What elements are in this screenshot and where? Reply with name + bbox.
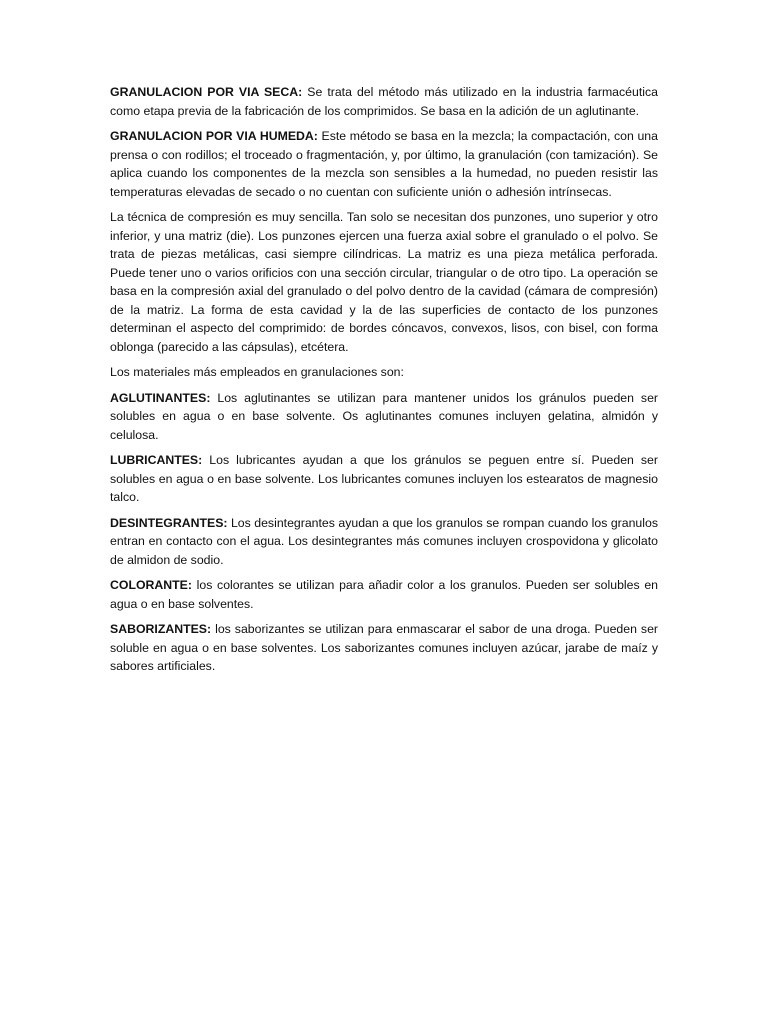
paragraph-aglutinantes [110, 389, 658, 445]
paragraph-text: Los desintegrantes ayudan a que los granulos se rompan cuando los granulos entran en contacto con el agua. Los desintegrantes más comunes incluyen crospovidona y glicolato de almidon de sodio. [110, 515, 658, 567]
term-colorante: COLORANTE: [110, 578, 192, 592]
paragraph-granulacion-seca [110, 83, 658, 120]
paragraph-desintegrantes [110, 514, 658, 570]
paragraph-materiales-intro [110, 363, 658, 382]
paragraph-text: Los aglutinantes se utilizan para mantener unidos los gránulos pueden ser solubles en agua o en base solvente. Os aglutinantes comunes incluyen gelatina, almidón y celulosa. [110, 390, 658, 442]
paragraph-tecnica-compresion [110, 208, 658, 356]
term-granulacion-humeda: GRANULACION POR VIA HUMEDA: [110, 129, 318, 143]
term-desintegrantes: DESINTEGRANTES: [110, 515, 228, 530]
paragraph-text: Se trata del método más utilizado en la industria farmacéutica como etapa previa de la fabricación de los comprimidos. Se basa en la adición de un aglutinante. [110, 85, 658, 118]
paragraph-colorante [110, 576, 658, 613]
term-granulacion-seca: GRANULACION POR VIA SECA: [110, 85, 303, 99]
paragraph-text: Este método se basa en la mezcla; la compactación, con una prensa o con rodillos; el troceado o fragmentación, y, por último, la granulación (con tamización). Se aplica cuando los componentes de la mezcla son sensibles a la humedad, no pueden resistir las temperaturas elevadas de secado o no cuentan con suficiente unión o adhesión intrínsecas. [110, 129, 658, 199]
paragraph-saborizantes [110, 620, 658, 676]
term-lubricantes: LUBRICANTES: [110, 453, 203, 467]
paragraph-lubricantes [110, 451, 658, 507]
paragraph-text: Los lubricantes ayudan a que los gránulos se peguen entre sí. Pueden ser solubles en agua o en base solvente. Los lubricantes comunes incluyen los estearatos de magnesio talco. [110, 453, 658, 504]
paragraph-text: Los materiales más empleados en granulaciones son: [110, 365, 404, 379]
paragraph-text: La técnica de compresión es muy sencilla. Tan solo se necesitan dos punzones, uno superior y otro inferior, y una matriz (die). Los punzones ejercen una fuerza axial sobre el granulado o el polvo. Se trata de piezas metálicas, casi siempre cilíndricas. La matriz es una pieza metálica perforada. Puede tener uno o varios orificios con una sección circular, triangular o de otro tipo. La operación se basa en la compresión axial del granulado o del polvo dentro de la cavidad (cámara de compresión) de la matriz. La forma de esta cavidad y la de las superficies de contacto de los punzones determinan el aspecto del comprimido: de bordes cóncavos, convexos, lisos, con bisel, con forma oblonga (parecido a las cápsulas), etcétera. [110, 210, 658, 354]
paragraph-granulacion-humeda [110, 127, 658, 201]
term-saborizantes: SABORIZANTES: [110, 622, 212, 636]
paragraph-text: los saborizantes se utilizan para enmascarar el sabor de una droga. Pueden ser soluble en agua o en base solventes. Los saborizantes comunes incluyen azúcar, jarabe de maíz y sabores artificiales. [110, 622, 658, 673]
paragraph-text: los colorantes se utilizan para añadir color a los granulos. Pueden ser solubles en agua o en base solventes. [110, 578, 658, 611]
document-body [110, 83, 658, 683]
term-aglutinantes: AGLUTINANTES: [110, 390, 211, 405]
